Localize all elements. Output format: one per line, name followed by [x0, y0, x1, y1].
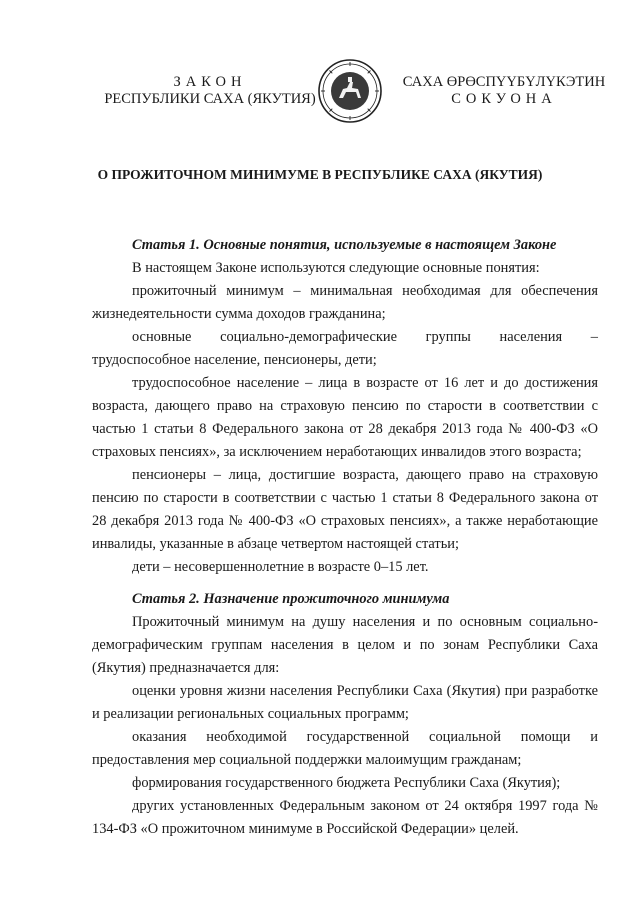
article-2 — [92, 588, 598, 841]
article-1 — [92, 234, 598, 579]
coat-of-arms-icon — [317, 58, 383, 124]
article-1-heading: Статья 1. Основные понятия, используемые в настоящем Законе — [132, 237, 557, 253]
article-1-paragraph: пенсионеры – лица, достигшие возраста, дающего право на страховую пенсию по старости в соответствии с частью 1 статьи 8 Федерального закона от 28 декабря 2013 года № 400-ФЗ «О страховых пенсиях», а также неработающие инвалиды, указанные в абзаце четвертом настоящей статьи; — [92, 467, 598, 552]
article-1-paragraph: В настоящем Законе используются следующие основные понятия: — [132, 260, 540, 276]
article-2-paragraph: оценки уровня жизни населения Республики Саха (Якутия) при разработке и реализации региональных социальных программ; — [92, 683, 598, 722]
article-1-paragraph: дети – несовершеннолетние в возрасте 0–15 лет. — [132, 559, 429, 575]
header-sakha-label: САХА ӨРӨСПҮҮБҮЛҮКЭТИН — [402, 74, 606, 90]
header-sokuona-label: СОКУОНА — [451, 91, 557, 107]
article-2-paragraph: формирования государственного бюджета Республики Саха (Якутия); — [132, 775, 561, 791]
article-2-paragraph: оказания необходимой государственной социальной помощи и предоставления мер социальной поддержки малоимущим гражданам; — [92, 729, 598, 768]
article-2-heading: Статья 2. Назначение прожиточного минимума — [132, 591, 450, 607]
article-1-paragraph: основные социально-демографические группы населения – трудоспособное население, пенсионеры, дети; — [92, 329, 598, 368]
header-law-label: ЗАКОН — [173, 74, 247, 90]
article-1-paragraph: трудоспособное население – лица в возрасте от 16 лет и до достижения возраста, дающего право на страховую пенсию по старости в соответствии с частью 1 статьи 8 Федерального закона от 28 декабря 2013 года № 400-ФЗ «О страховых пенсиях», за исключением неработающих инвалидов этого возраста; — [92, 375, 598, 460]
header-republic-label: РЕСПУБЛИКИ САХА (ЯКУТИЯ) — [104, 91, 316, 107]
article-2-paragraph: Прожиточный минимум на душу населения и по основным социально-демографическим группам населения в целом и по зонам Республики Саха (Якутия) предназначается для: — [92, 614, 598, 676]
header-left-block — [100, 74, 320, 108]
article-1-paragraph: прожиточный минимум – минимальная необходимая для обеспечения жизнедеятельности сумма доходов гражданина; — [92, 283, 598, 322]
document-title: О ПРОЖИТОЧНОМ МИНИМУМЕ В РЕСПУБЛИКЕ САХА (ЯКУТИЯ) — [97, 167, 543, 182]
header-right-block — [398, 74, 610, 108]
article-2-paragraph: других установленных Федеральным законом от 24 октября 1997 года № 134-ФЗ «О прожиточном минимуме в Российской Федерации» целей. — [92, 798, 598, 837]
